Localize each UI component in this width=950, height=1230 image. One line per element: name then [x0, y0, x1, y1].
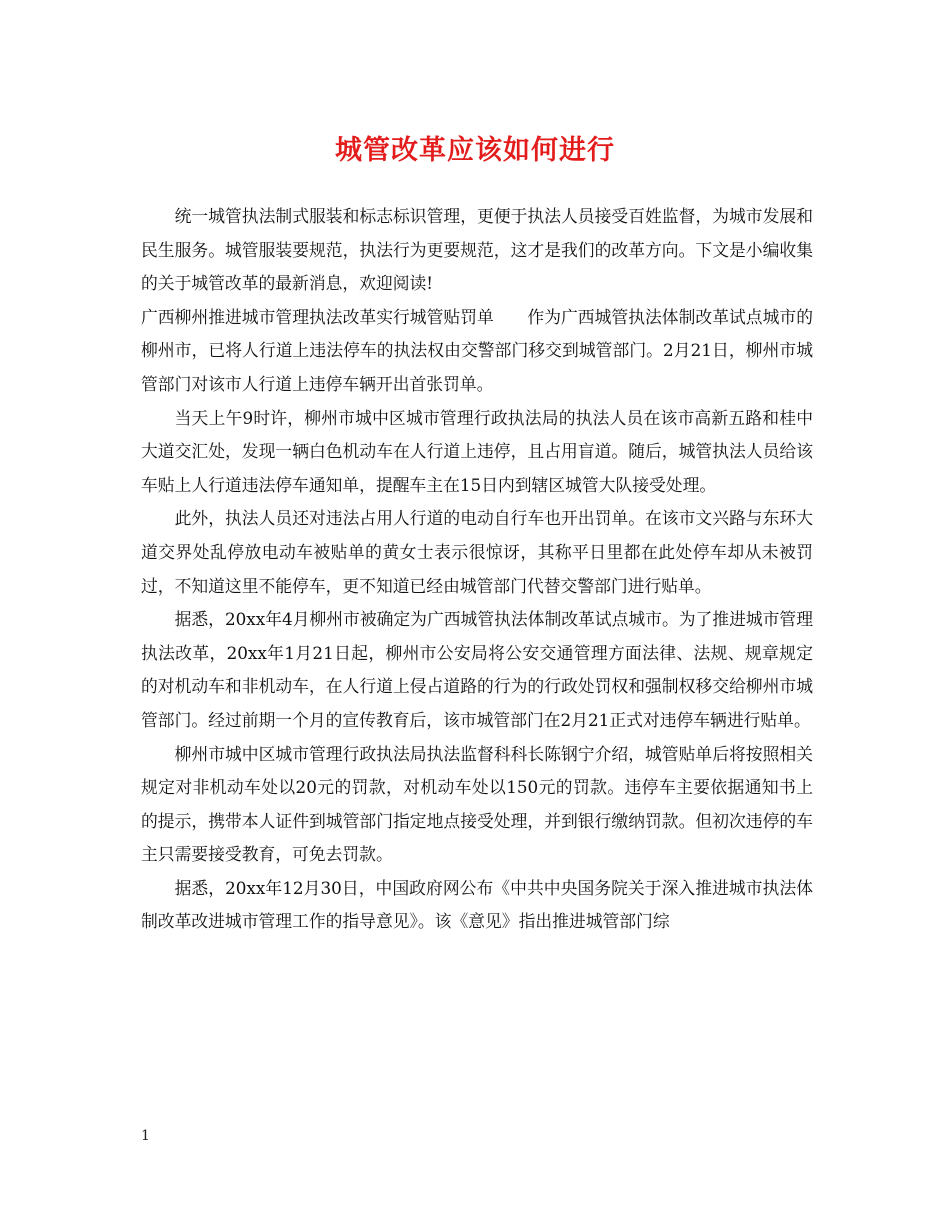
- paragraph-intro: 统一城管执法制式服装和标志标识管理，更便于执法人员接受百姓监督，为城市发展和民生服务。城管服装要规范，执法行为更要规范，这才是我们的改革方向。下文是小编收集的关于城管改革的最新消息，欢迎阅读!: [141, 206, 813, 294]
- page-number: 1: [141, 1128, 150, 1144]
- paragraph: 柳州市城中区城市管理行政执法局执法监督科科长陈钢宁介绍，城管贴单后将按照相关规定对非机动车处以20元的罚款，对机动车处以150元的罚款。违停车主要依据通知书上的提示，携带本人证件到城管部门指定地点接受处理，并到银行缴纳罚款。但初次违停的车主只需要接受教育，可免去罚款。: [141, 743, 813, 865]
- paragraph: 据悉，20xx年4月柳州市被确定为广西城管执法体制改革试点城市。为了推进城市管理执法改革，20xx年1月21日起，柳州市公安局将公安交通管理方面法律、法规、规章规定的对机动车和非机动车，在人行道上侵占道路的行为的行政处罚权和强制权移交给柳州市城管部门。经过前期一个月的宣传教育后，该市城管部门在2月21正式对违停车辆进行贴单。: [141, 609, 813, 730]
- paragraph: 据悉，20xx年12月30日，中国政府网公布《中共中央国务院关于深入推进城市执法体制改革改进城市管理工作的指导意见》。该《意见》指出推进城管部门综: [141, 877, 813, 932]
- paragraph-headline: 广西柳州推进城市管理执法改革实行城管贴罚单 作为广西城管执法体制改革试点城市的柳州市，已将人行道上违法停车的执法权由交警部门移交到城管部门。2月21日，柳州市城管部门对该市人行道上违停车辆开出首张罚单。: [141, 306, 813, 394]
- document-title: 城管改革应该如何进行: [335, 135, 615, 166]
- document-body: [141, 200, 813, 939]
- paragraph: 此外，执法人员还对违法占用人行道的电动自行车也开出罚单。在该市文兴路与东环大道交界处乱停放电动车被贴单的黄女士表示很惊讶，其称平日里都在此处停车却从未被罚过，不知道这里不能停车，更不知道已经由城管部门代替交警部门进行贴单。: [141, 508, 813, 596]
- paragraph: 当天上午9时许，柳州市城中区城市管理行政执法局的执法人员在该市高新五路和桂中大道交汇处，发现一辆白色机动车在人行道上违停，且占用盲道。随后，城管执法人员给该车贴上人行道违法停车通知单，提醒车主在15日内到辖区城管大队接受处理。: [141, 407, 813, 495]
